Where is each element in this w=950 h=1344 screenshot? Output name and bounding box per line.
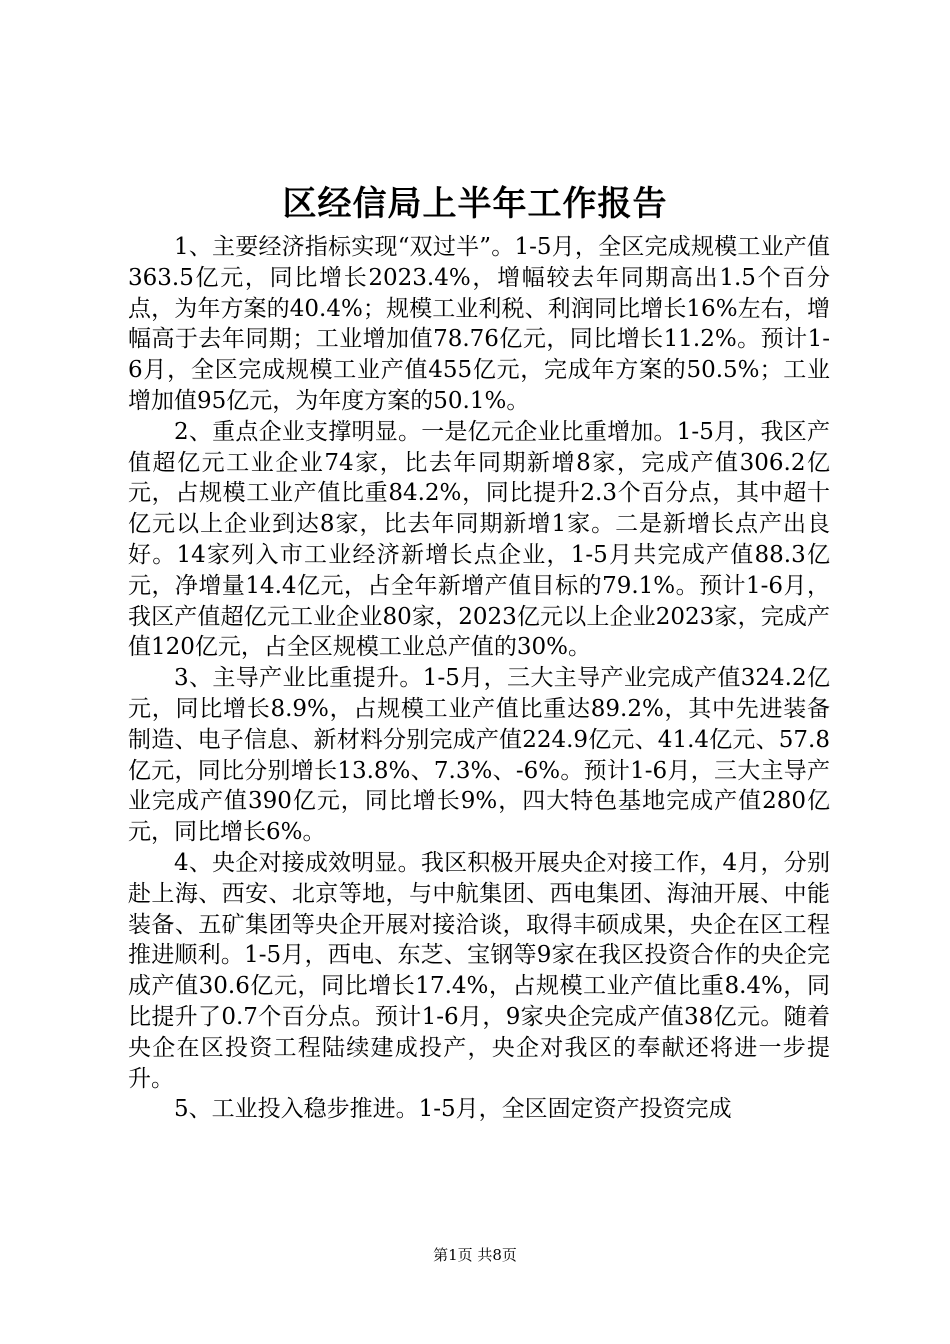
paragraph-5: 5、工业投入稳步推进。1-5月，全区固定资产投资完成 xyxy=(174,1096,732,1123)
document-title: 区经信局上半年工作报告 xyxy=(282,184,668,224)
document-body xyxy=(128,232,830,1125)
paragraph-3: 3、主导产业比重提升。1-5月，三大主导产业完成产值324.2亿元，同比增长8.9%，占规模工业产值比重达89.2%，其中先进装备制造、电子信息、新材料分别完成产值224.9亿元、41.4亿元、57.8亿元，同比分别增长13.8%、7.3%、-6%。预计1-6月，三大主导产业完成产值390亿元，同比增长9%，四大特色基地完成产值280亿元，同比增长6%。 xyxy=(128,665,830,846)
paragraph-1: 1、主要经济指标实现“双过半”。1-5月，全区完成规模工业产值363.5亿元，同比增长2023.4%，增幅较去年同期高出1.5个百分点，为年方案的40.4%；规模工业利税、利润同比增长16%左右，增幅高于去年同期；工业增加值78.76亿元，同比增长11.2%。预计1-6月，全区完成规模工业产值455亿元，完成年方案的50.5%；工业增加值95亿元，为年度方案的50.1%。 xyxy=(128,234,830,414)
paragraph-2: 2、重点企业支撑明显。一是亿元企业比重增加。1-5月，我区产值超亿元工业企业74家，比去年同期新增8家，完成产值306.2亿元，占规模工业产值比重84.2%，同比提升2.3个百分点，其中超十亿元以上企业到达8家，比去年同期新增1家。二是新增长点产出良好。14家列入市工业经济新增长点企业，1-5月共完成产值88.3亿元，净增量14.4亿元，占全年新增产值目标的79.1%。预计1-6月，我区产值超亿元工业企业80家，2023亿元以上企业2023家，完成产值120亿元，占全区规模工业总产值的30%。 xyxy=(128,418,830,661)
page-footer: 第1页 共8页 xyxy=(433,1246,517,1264)
paragraph-4: 4、央企对接成效明显。我区积极开展央企对接工作，4月，分别赴上海、西安、北京等地，与中航集团、西电集团、海油开展、中能装备、五矿集团等央企开展对接洽谈，取得丰硕成果，央企在区工程推进顺利。1-5月，西电、东芝、宝钢等9家在我区投资合作的央企完成产值30.6亿元，同比增长17.4%，占规模工业产值比重8.4%，同比提升了0.7个百分点。预计1-6月，9家央企完成产值38亿元。随着央企在区投资工程陆续建成投产，央企对我区的奉献还将进一步提升。 xyxy=(128,849,830,1092)
